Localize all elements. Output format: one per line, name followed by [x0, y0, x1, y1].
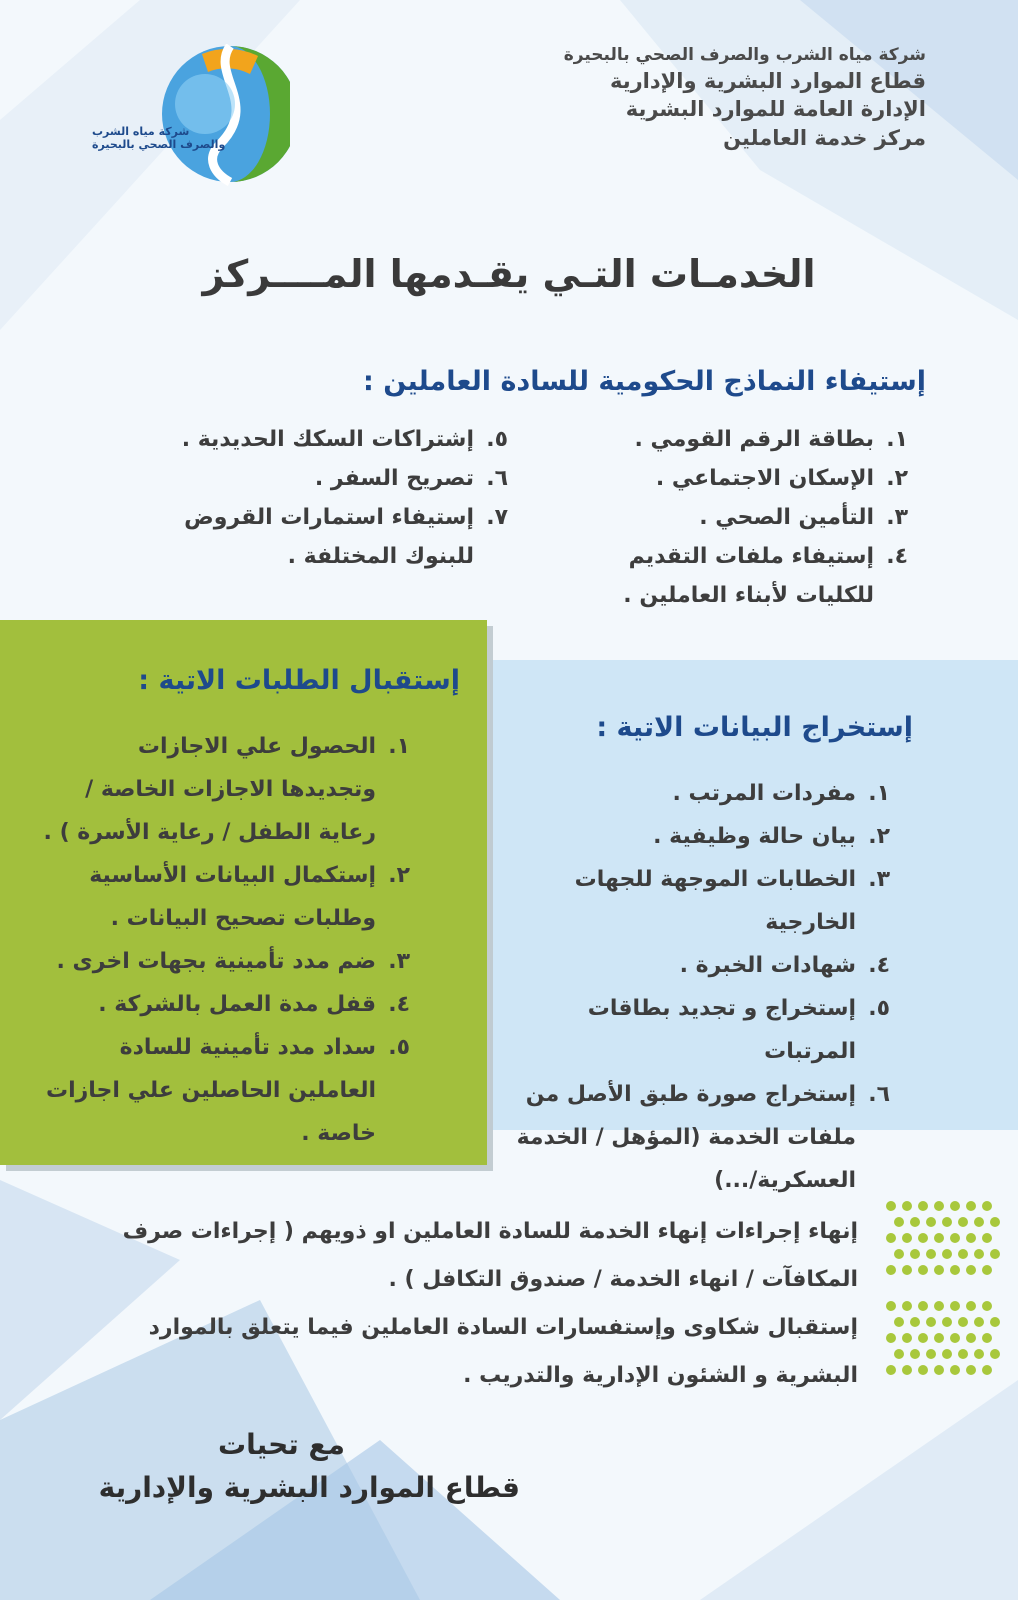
- list-item: [40, 725, 410, 854]
- list-item: [40, 983, 410, 1026]
- dot-pattern-icon: [883, 1198, 1001, 1276]
- closing-sector-name: قطاع الموارد البشرية والإدارية: [98, 1470, 520, 1504]
- list-item: [148, 459, 508, 498]
- list-item: إنهاء إجراءات إنهاء الخدمة للسادة العاملين او ذويهم ( إجراءات صرف المكافآت / انهاء الخدمة / صندوق التكافل ) .: [122, 1219, 858, 1292]
- requests-heading: إستقبال الطلبات الاتية :: [138, 665, 460, 696]
- department-name: الإدارة العامة للموارد البشرية: [625, 97, 926, 122]
- item-number: ١.: [886, 427, 908, 452]
- list-item: [500, 858, 890, 944]
- item-text: الخطابات الموجهة للجهات الخارجية: [574, 867, 856, 935]
- list-item: [588, 537, 908, 615]
- data-extraction-list: [500, 772, 890, 1202]
- item-number: ٢.: [886, 466, 908, 491]
- list-item: إستقبال شكاوى وإستفسارات السادة العاملين فيما يتعلق بالموارد البشرية و الشئون الإدارية والتدريب .: [148, 1315, 858, 1388]
- list-item: [500, 815, 890, 858]
- center-name: مركز خدمة العاملين: [723, 125, 926, 150]
- data-extraction-heading: إستخراج البيانات الاتية :: [596, 712, 913, 743]
- list-item: [588, 459, 908, 498]
- dot-pattern-icon: [883, 1298, 1001, 1376]
- item-text: تصريح السفر .: [314, 466, 474, 491]
- item-number: ٤.: [868, 953, 890, 978]
- item-text: إستخراج و تجديد بطاقات المرتبات: [587, 996, 856, 1064]
- globe-logo-icon: [90, 44, 290, 189]
- page-title: الخدمـات التـي يقـدمها المــــركز: [202, 252, 816, 296]
- list-item: [40, 1026, 410, 1155]
- sector-name: قطاع الموارد البشرية والإدارية: [609, 68, 926, 93]
- list-item: [148, 498, 508, 576]
- item-text: إستيفاء ملفات التقديم للكليات لأبناء العاملين .: [623, 544, 874, 608]
- item-text: الإسكان الاجتماعي .: [655, 466, 874, 491]
- item-number: ٦.: [868, 1082, 890, 1107]
- item-number: ٥.: [868, 996, 890, 1021]
- organization-header: [366, 44, 926, 152]
- item-number: ٣.: [868, 867, 890, 892]
- item-number: ٥.: [388, 1035, 410, 1060]
- item-text: إستكمال البيانات الأساسية وطلبات تصحيح البيانات .: [89, 863, 376, 931]
- item-number: ٢.: [388, 863, 410, 888]
- item-number: ٥.: [486, 427, 508, 452]
- item-text: إشتراكات السكك الحديدية .: [181, 427, 474, 452]
- list-item: [500, 987, 890, 1073]
- additional-services-list: [88, 1208, 858, 1400]
- list-item: [40, 940, 410, 983]
- list-item: [148, 420, 508, 459]
- list-item: [500, 772, 890, 815]
- item-number: ٦.: [486, 466, 508, 491]
- requests-list: [40, 725, 410, 1155]
- closing-greeting: مع تحيات: [218, 1428, 345, 1461]
- item-text: بطاقة الرقم القومي .: [634, 427, 874, 452]
- government-forms-list-left: [148, 420, 508, 576]
- item-number: ٤.: [388, 992, 410, 1017]
- item-text: شهادات الخبرة .: [679, 953, 856, 978]
- item-number: ٧.: [486, 505, 508, 530]
- item-text: قفل مدة العمل بالشركة .: [98, 992, 376, 1017]
- item-text: التأمين الصحي .: [699, 505, 874, 530]
- list-item: [588, 420, 908, 459]
- list-item: [588, 498, 908, 537]
- item-text: ضم مدد تأمينية بجهات اخرى .: [56, 949, 376, 974]
- logo-text-line-2: والصرف الصحي بالبحيرة: [92, 137, 226, 151]
- government-forms-heading: إستيفاء النماذج الحكومية للسادة العاملين :: [363, 366, 926, 397]
- closing-signature: [50, 1425, 520, 1510]
- item-text: بيان حالة وظيفية .: [653, 824, 856, 849]
- item-number: ١.: [388, 734, 410, 759]
- list-item: [40, 854, 410, 940]
- item-text: إستيفاء استمارات القروض للبنوك المختلفة .: [184, 505, 474, 569]
- item-number: ٣.: [388, 949, 410, 974]
- company-name: شركة مياه الشرب والصرف الصحي بالبحيرة: [563, 45, 926, 65]
- item-number: ٣.: [886, 505, 908, 530]
- government-forms-list-right: [588, 420, 908, 615]
- item-number: ٤.: [886, 544, 908, 569]
- list-item: [500, 1073, 890, 1202]
- logo-text-line-1: شركة مياه الشرب: [92, 125, 190, 138]
- item-text: مفردات المرتب .: [672, 781, 856, 806]
- item-text: إستخراج صورة طبق الأصل من ملفات الخدمة (المؤهل / الخدمة العسكرية/...): [516, 1082, 856, 1193]
- company-logo: [90, 44, 290, 189]
- item-number: ١.: [868, 781, 890, 806]
- item-text: سداد مدد تأمينية للسادة العاملين الحاصلين علي اجازات خاصة .: [45, 1035, 376, 1146]
- item-text: الحصول علي الاجازات وتجديدها الاجازات الخاصة / رعاية الطفل / رعاية الأسرة ) .: [43, 734, 376, 845]
- list-item: [500, 944, 890, 987]
- item-number: ٢.: [868, 824, 890, 849]
